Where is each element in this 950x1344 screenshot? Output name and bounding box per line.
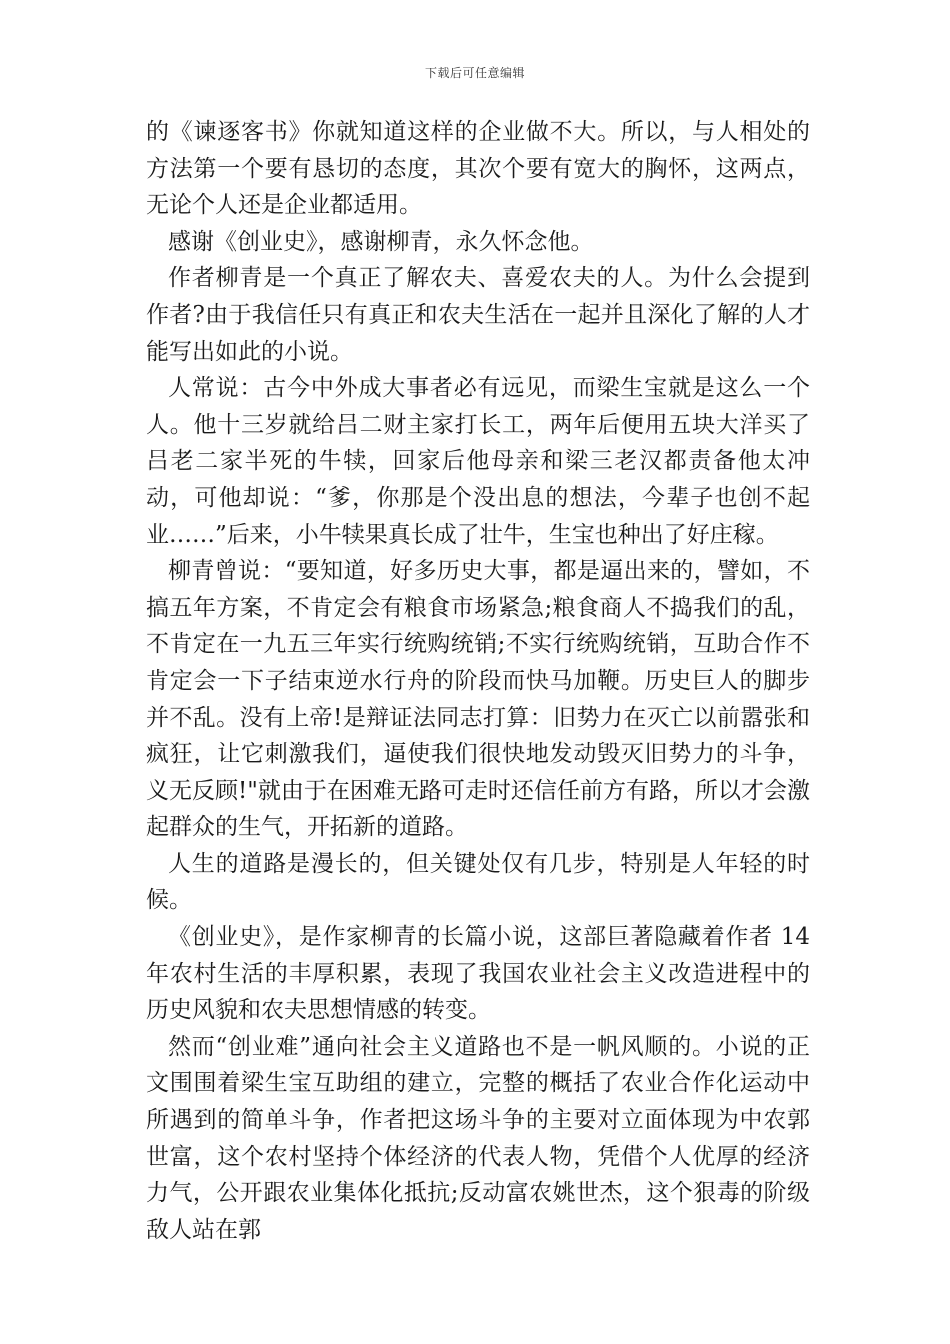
paragraph: 作者柳青是一个真正了解农夫、喜爱农夫的人。为什么会提到作者?由于我信任只有真正和农夫生活在一起并且深化了解的人才能写出如此的小说。 <box>146 265 810 365</box>
paragraph: 然而“创业难”通向社会主义道路也不是一帆风顺的。小说的正文围围着梁生宝互助组的建立，完整的概括了农业合作化运动中所遇到的简单斗争，作者把这场斗争的主要对立面体现为中农郭世富，这个农村坚持个体经济的代表人物，凭借个人优厚的经济力气，公开跟农业集体化抵抗;反动富农姚世杰，这个狠毒的阶级敌人站在郭 <box>146 1033 810 1243</box>
paragraph: 《创业史》，是作家柳青的长篇小说，这部巨著隐藏着作者 14 年农村生活的丰厚积累，表现了我国农业社会主义改造进程中的历史风貌和农夫思想情感的转变。 <box>146 924 810 1024</box>
paragraph: 人生的道路是漫长的，但关键处仅有几步，特别是人年轻的时候。 <box>146 850 810 914</box>
paragraph: 柳青曾说：“要知道，好多历史大事，都是逼出来的，譬如，不搞五年方案，不肯定会有粮食市场紧急;粮食商人不捣我们的乱，不肯定在一九五三年实行统购统销;不实行统购统销，互助合作不肯定会一下子结束逆水行舟的阶段而快马加鞭。历史巨人的脚步并不乱。没有上帝!是辩证法同志打算：旧势力在灭亡以前嚣张和疯狂，让它刺激我们，逼使我们很快地发动毁灭旧势力的斗争，义无反顾!"就由于在困难无路可走时还信任前方有路，所以才会激起群众的生气，开拓新的道路。 <box>146 558 810 841</box>
paragraph: 感谢《创业史》，感谢柳青，永久怀念他。 <box>168 228 594 255</box>
page-header: 下载后可任意编辑 <box>424 66 525 80</box>
document-body <box>146 114 810 1248</box>
paragraph: 的《谏逐客书》你就知道这样的企业做不大。所以，与人相处的方法第一个要有恳切的态度，其次个要有宽大的胸怀，这两点，无论个人还是企业都适用。 <box>146 119 810 219</box>
paragraph: 人常说：古今中外成大事者必有远见，而梁生宝就是这么一个人。他十三岁就给吕二财主家打长工，两年后便用五块大洋买了吕老二家半死的牛犊，回家后他母亲和梁三老汉都责备他太冲动，可他却说：“爹，你那是个没出息的想法，今辈子也创不起业……”后来，小牛犊果真长成了壮牛，生宝也种出了好庄稼。 <box>146 375 810 548</box>
